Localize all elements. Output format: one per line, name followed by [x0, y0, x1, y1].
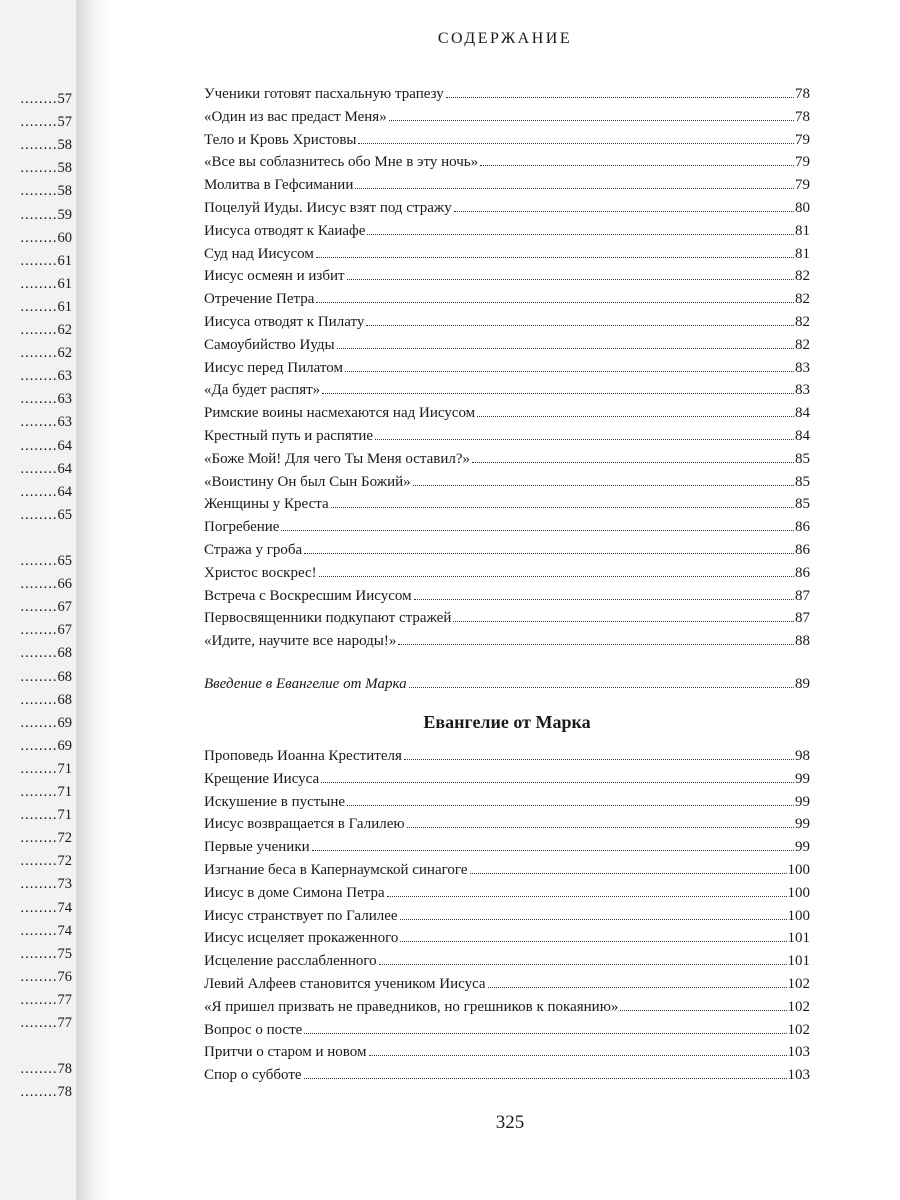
dot-leader: ........	[20, 922, 58, 939]
toc-entry-page: 82	[795, 336, 810, 353]
toc-entry-title: Христос воскрес!	[204, 564, 317, 581]
dot-leader	[398, 644, 794, 645]
toc-entry-page: 100	[787, 884, 810, 901]
toc-entry[interactable]	[204, 791, 810, 814]
toc-entry-title: Крещение Иисуса	[204, 770, 320, 787]
previous-page-line	[0, 966, 72, 989]
previous-page-number: 73	[57, 876, 72, 893]
dot-leader	[472, 462, 794, 463]
previous-page-number: 61	[57, 298, 72, 315]
dot-leader	[304, 1078, 787, 1079]
previous-page-line	[0, 227, 72, 250]
dot-leader: ........	[20, 368, 58, 385]
previous-page-number: 78	[57, 1084, 72, 1101]
dot-leader: ........	[20, 298, 58, 315]
toc-entry-title: Левий Алфеев становится учеником Иисуса	[204, 975, 486, 992]
toc-entry-title: «Боже Мой! Для чего Ты Меня оставил?»	[204, 450, 471, 467]
previous-page-line	[0, 458, 72, 481]
dot-leader: ........	[20, 645, 58, 662]
dot-leader: ........	[20, 114, 58, 131]
toc-entry[interactable]	[204, 448, 810, 471]
dot-leader	[316, 302, 794, 303]
toc-entry[interactable]	[204, 905, 810, 928]
previous-page-number: 77	[57, 991, 72, 1008]
previous-page-number: 64	[57, 460, 72, 477]
dot-leader	[477, 416, 794, 417]
dot-leader	[400, 941, 786, 942]
dot-leader: ........	[20, 991, 58, 1008]
toc-entry-page: 81	[795, 222, 810, 239]
dot-leader: ........	[20, 483, 58, 500]
toc-entry[interactable]	[204, 311, 810, 334]
dot-leader: ........	[20, 183, 58, 200]
toc-entry-page: 87	[795, 610, 810, 627]
toc-entry-title: «Идите, научите все народы!»	[204, 633, 397, 650]
toc-entry-page: 85	[795, 496, 810, 513]
toc-entry-page: 89	[795, 676, 810, 692]
dot-leader	[409, 687, 794, 688]
previous-page-number: 62	[57, 322, 72, 338]
dot-leader	[316, 257, 794, 258]
previous-page-number: 67	[57, 622, 72, 639]
toc-entry[interactable]	[204, 197, 810, 220]
toc-entry[interactable]	[204, 768, 810, 791]
dot-leader: ........	[20, 599, 58, 616]
toc-entry-title: Притчи о старом и новом	[204, 1044, 367, 1061]
previous-page-number: 58	[57, 160, 72, 177]
previous-page-line	[0, 1058, 72, 1081]
dot-leader	[389, 120, 794, 121]
previous-page-number: 59	[57, 206, 72, 223]
dot-leader: ........	[20, 876, 58, 893]
previous-page-line	[0, 897, 72, 920]
previous-page-number: 68	[57, 645, 72, 662]
dot-leader	[379, 964, 787, 965]
dot-leader: ........	[20, 945, 58, 962]
previous-page-line	[0, 850, 72, 873]
toc-entry-page: 86	[795, 519, 810, 536]
toc-entry-title: Иисус странствует по Галилее	[204, 907, 398, 924]
toc-entry-page: 80	[795, 199, 810, 216]
toc-entry-page: 88	[795, 633, 810, 650]
toc-entry-page: 99	[795, 793, 810, 810]
previous-page-number: 65	[57, 506, 72, 523]
toc-entry[interactable]	[204, 265, 810, 288]
toc-entry-page: 79	[795, 177, 810, 194]
toc-entry-page: 99	[795, 839, 810, 856]
dot-leader: ........	[20, 737, 58, 754]
toc-entry[interactable]	[204, 243, 810, 266]
toc-entry-title: Иисус возвращается в Галилею	[204, 816, 405, 833]
dot-leader	[312, 850, 794, 851]
toc-entry-title: Тело и Кровь Христовы	[204, 131, 357, 148]
toc-entry-title: Иисус в доме Симона Петра	[204, 884, 385, 901]
toc-entry[interactable]	[204, 1019, 810, 1042]
previous-page-number: 69	[57, 714, 72, 731]
toc-entry-page: 79	[795, 131, 810, 148]
toc-entry-page: 84	[795, 427, 810, 444]
previous-page-line	[0, 642, 72, 665]
toc-entry[interactable]	[204, 83, 810, 106]
previous-page-number: 57	[57, 91, 72, 107]
dot-leader	[367, 234, 794, 235]
toc-entry-title: Введение в Евангелие от Марка	[204, 676, 407, 692]
previous-page-line	[0, 804, 72, 827]
dot-leader	[387, 896, 787, 897]
toc-entry-page: 102	[787, 998, 810, 1015]
toc-entry-title: Крестный путь и распятие	[204, 427, 374, 444]
toc-entry-title: Изгнание беса в Капернаумской синагоге	[204, 861, 468, 878]
book-gutter	[76, 0, 110, 1200]
previous-page-number: 61	[57, 275, 72, 292]
toc-entry-title: Иисус осмеян и избит	[204, 268, 345, 285]
dot-leader: ........	[20, 830, 58, 847]
dot-leader	[400, 919, 787, 920]
previous-page-line	[0, 435, 72, 458]
dot-leader: ........	[20, 460, 58, 477]
toc-entry[interactable]	[204, 539, 810, 562]
dot-leader: ........	[20, 414, 58, 431]
toc-entry[interactable]	[204, 129, 810, 152]
dot-leader: ........	[20, 668, 58, 685]
toc-entry-page: 82	[795, 291, 810, 308]
previous-page-line	[0, 573, 72, 596]
previous-page-line	[0, 504, 72, 527]
dot-leader	[347, 279, 794, 280]
previous-page-line	[0, 1081, 72, 1104]
toc-entry-page: 86	[795, 541, 810, 558]
toc-entry[interactable]	[204, 106, 810, 129]
previous-page-line	[0, 157, 72, 180]
dot-leader	[321, 782, 794, 783]
section-title: Евангелие от Марка	[423, 712, 591, 732]
previous-page-number: 74	[57, 922, 72, 939]
dot-leader	[347, 805, 794, 806]
previous-page-line	[0, 411, 72, 434]
toc-entry[interactable]	[204, 745, 810, 768]
previous-page-number: 68	[57, 668, 72, 685]
previous-page-number: 60	[57, 229, 72, 246]
toc-entry[interactable]	[204, 174, 810, 197]
previous-page-number: 77	[57, 1015, 72, 1031]
toc-entry-page: 103	[787, 1044, 810, 1061]
previous-page-line	[0, 989, 72, 1012]
toc-entry[interactable]	[204, 402, 810, 425]
previous-page-line	[0, 596, 72, 619]
previous-page-number: 76	[57, 968, 72, 985]
previous-page-number: 71	[57, 760, 72, 777]
previous-page-number: 68	[57, 691, 72, 708]
toc-entry-title: Погребение	[204, 519, 280, 536]
dot-leader: ........	[20, 853, 58, 870]
previous-page-line	[0, 342, 72, 365]
dot-leader	[355, 188, 794, 189]
toc-entry-title: «Воистину Он был Сын Божий»	[204, 473, 411, 490]
toc-entry-page: 83	[795, 359, 810, 376]
toc-list-matthew	[204, 83, 810, 653]
toc-entry-page: 98	[795, 748, 810, 764]
toc-entry-introduction[interactable]	[204, 673, 810, 696]
toc-entry[interactable]	[204, 493, 810, 516]
toc-entry[interactable]	[204, 973, 810, 996]
dot-leader	[375, 439, 794, 440]
dot-leader	[331, 507, 794, 508]
toc-entry[interactable]	[204, 836, 810, 859]
toc-entry[interactable]	[204, 562, 810, 585]
dot-leader	[304, 1033, 786, 1034]
dot-leader: ........	[20, 506, 58, 523]
previous-page-number: 67	[57, 599, 72, 616]
toc-entry[interactable]	[204, 585, 810, 608]
dot-leader: ........	[20, 345, 58, 362]
toc-entry-title: Встреча с Воскресшим Иисусом	[204, 587, 412, 604]
toc-introduction	[204, 673, 810, 696]
toc-entry-title: Поцелуй Иуды. Иисус взят под стражу	[204, 199, 452, 216]
toc-entry[interactable]	[204, 882, 810, 905]
toc-entry-title: Первые ученики	[204, 839, 310, 856]
toc-entry[interactable]	[204, 471, 810, 494]
dot-leader	[369, 1055, 787, 1056]
dot-leader: ........	[20, 322, 58, 338]
dot-leader: ........	[20, 760, 58, 777]
dot-leader: ........	[20, 622, 58, 639]
toc-entry[interactable]	[204, 927, 810, 950]
previous-page-number: 71	[57, 807, 72, 824]
previous-page-line	[0, 1012, 72, 1035]
toc-entry-title: «Все вы соблазнитесь обо Мне в эту ночь»	[204, 154, 479, 171]
toc-entry-page: 82	[795, 313, 810, 330]
toc-entry-page: 83	[795, 382, 810, 399]
previous-page-line	[0, 273, 72, 296]
dot-leader: ........	[20, 91, 58, 107]
toc-entry[interactable]	[204, 425, 810, 448]
toc-entry[interactable]	[204, 288, 810, 311]
toc-entry-title: Искушение в пустыне	[204, 793, 346, 810]
previous-page-number: 57	[57, 114, 72, 131]
previous-page-line	[0, 319, 72, 342]
previous-page-number: 72	[57, 853, 72, 870]
previous-page-number: 74	[57, 899, 72, 916]
toc-entry-page: 85	[795, 450, 810, 467]
previous-page-line	[0, 920, 72, 943]
previous-page-number: 62	[57, 345, 72, 362]
toc-entry[interactable]	[204, 220, 810, 243]
toc-entry-page: 102	[787, 975, 810, 992]
previous-page-line	[0, 781, 72, 804]
previous-page-line	[0, 689, 72, 712]
running-header: СОДЕРЖАНИЕ	[437, 30, 573, 47]
dot-leader: ........	[20, 437, 58, 454]
toc-entry-title: «Один из вас предаст Меня»	[204, 108, 387, 125]
toc-entry-title: Иисуса отводят к Пилату	[204, 313, 365, 330]
toc-entry-page: 102	[787, 1021, 810, 1038]
toc-entry[interactable]	[204, 630, 810, 653]
toc-entry-title: Ученики готовят пасхальную трапезу	[204, 86, 444, 102]
toc-entry-title: Спор о субботе	[204, 1067, 302, 1084]
toc-entry-page: 99	[795, 816, 810, 833]
previous-page-line	[0, 111, 72, 134]
dot-leader: ........	[20, 1015, 58, 1031]
toc-entry-title: Молитва в Гефсимании	[204, 177, 354, 194]
toc-entry-title: Женщины у Креста	[204, 496, 329, 513]
previous-page-line	[0, 88, 72, 111]
toc-entry-title: «Я пришел призвать не праведников, но грешников к покаянию»	[204, 998, 619, 1015]
previous-page-line	[0, 550, 72, 573]
dot-leader	[337, 348, 794, 349]
toc-entry-page: 101	[787, 953, 810, 970]
toc-entry[interactable]	[204, 151, 810, 174]
dot-leader	[620, 1010, 786, 1011]
dot-leader: ........	[20, 576, 58, 593]
dot-leader	[366, 325, 794, 326]
dot-leader	[413, 485, 794, 486]
toc-entry-title: Стража у гроба	[204, 541, 303, 558]
toc-entry-title: Самоубийство Иуды	[204, 336, 335, 353]
dot-leader: ........	[20, 553, 58, 569]
dot-leader: ........	[20, 1061, 58, 1078]
dot-leader: ........	[20, 275, 58, 292]
toc-entry-page: 81	[795, 245, 810, 262]
dot-leader: ........	[20, 137, 58, 154]
dot-leader	[480, 165, 794, 166]
toc-entry[interactable]	[204, 1041, 810, 1064]
dot-leader	[407, 827, 794, 828]
toc-entry-page: 100	[787, 861, 810, 878]
dot-leader	[414, 599, 794, 600]
toc-entry-title: Иисуса отводят к Каиафе	[204, 222, 366, 239]
previous-page-number: 63	[57, 368, 72, 385]
toc-entry-page: 103	[787, 1067, 810, 1084]
toc-entry-page: 101	[787, 930, 810, 947]
dot-leader	[404, 759, 794, 760]
toc-entry-title: Иисус перед Пилатом	[204, 359, 343, 376]
previous-page-number: 75	[57, 945, 72, 962]
toc-entry[interactable]	[204, 607, 810, 630]
previous-page-number: 72	[57, 830, 72, 847]
dot-leader: ........	[20, 899, 58, 916]
previous-page-line	[0, 388, 72, 411]
previous-page-number: 71	[57, 784, 72, 800]
toc-entry-page: 79	[795, 154, 810, 171]
previous-page-number: 58	[57, 137, 72, 154]
previous-page-line	[0, 758, 72, 781]
toc-entry-page: 78	[795, 108, 810, 125]
toc-entry-title: Иисус исцеляет прокаженного	[204, 930, 399, 947]
previous-page-line	[0, 481, 72, 504]
toc-entry-page: 99	[795, 770, 810, 787]
dot-leader	[322, 393, 794, 394]
previous-page-number: 66	[57, 576, 72, 593]
toc-entry[interactable]	[204, 950, 810, 973]
toc-entry-page: 84	[795, 405, 810, 422]
previous-page-line	[0, 250, 72, 273]
dot-leader	[281, 530, 794, 531]
toc-entry[interactable]	[204, 334, 810, 357]
dot-leader	[470, 873, 787, 874]
previous-page-number: 64	[57, 437, 72, 454]
previous-page-number: 63	[57, 391, 72, 408]
previous-page-line	[0, 827, 72, 850]
toc-entry-page: 82	[795, 268, 810, 285]
toc-entry-title: Вопрос о посте	[204, 1021, 303, 1038]
toc-entry-title: Суд над Иисусом	[204, 245, 314, 262]
dot-leader: ........	[20, 252, 58, 269]
previous-page-line	[0, 735, 72, 758]
dot-leader	[345, 371, 794, 372]
previous-page-number: 65	[57, 553, 72, 569]
previous-page-line	[0, 943, 72, 966]
previous-page-number: 69	[57, 737, 72, 754]
dot-leader	[454, 211, 794, 212]
previous-page-number: 58	[57, 183, 72, 200]
toc-entry-page: 87	[795, 587, 810, 604]
dot-leader	[488, 987, 787, 988]
toc-entry[interactable]	[204, 357, 810, 380]
dot-leader: ........	[20, 229, 58, 246]
dot-leader: ........	[20, 968, 58, 985]
toc-entry-page: 85	[795, 473, 810, 490]
previous-page-line	[0, 666, 72, 689]
toc-entry[interactable]	[204, 379, 810, 402]
toc-entry-title: «Да будет распят»	[204, 382, 321, 399]
toc-entry-page: 78	[795, 86, 810, 102]
toc-entry-page: 100	[787, 907, 810, 924]
toc-list-mark	[204, 745, 810, 1087]
previous-page-number: 61	[57, 252, 72, 269]
dot-leader: ........	[20, 714, 58, 731]
previous-page-line	[0, 712, 72, 735]
toc-entry[interactable]	[204, 859, 810, 882]
dot-leader	[319, 576, 794, 577]
dot-leader: ........	[20, 206, 58, 223]
previous-page-line	[0, 619, 72, 642]
dot-leader: ........	[20, 784, 58, 800]
previous-page-number: 64	[57, 483, 72, 500]
dot-leader: ........	[20, 1084, 58, 1101]
previous-page-line	[0, 134, 72, 157]
toc-entry-title: Проповедь Иоанна Крестителя	[204, 748, 402, 764]
previous-page-line	[0, 296, 72, 319]
previous-page-number: 78	[57, 1061, 72, 1078]
dot-leader: ........	[20, 691, 58, 708]
previous-page-line	[0, 180, 72, 203]
toc-entry[interactable]	[204, 1064, 810, 1087]
toc-entry[interactable]	[204, 516, 810, 539]
dot-leader: ........	[20, 160, 58, 177]
toc-entry[interactable]	[204, 996, 810, 1019]
toc-entry-page: 86	[795, 564, 810, 581]
previous-page-line	[0, 204, 72, 227]
previous-page-line	[0, 365, 72, 388]
previous-page-number: 63	[57, 414, 72, 431]
dot-leader	[304, 553, 794, 554]
dot-leader	[453, 621, 794, 622]
previous-page-line	[0, 873, 72, 896]
toc-entry-title: Отречение Петра	[204, 291, 315, 308]
dot-leader: ........	[20, 807, 58, 824]
toc-entry[interactable]	[204, 813, 810, 836]
toc-entry-title: Первосвященники подкупают стражей	[204, 610, 452, 627]
toc-entry-title: Исцеление расслабленного	[204, 953, 377, 970]
toc-entry-title: Римские воины насмехаются над Иисусом	[204, 405, 476, 422]
dot-leader	[358, 143, 794, 144]
dot-leader	[446, 97, 794, 98]
dot-leader: ........	[20, 391, 58, 408]
page-number: 325	[495, 1112, 525, 1133]
